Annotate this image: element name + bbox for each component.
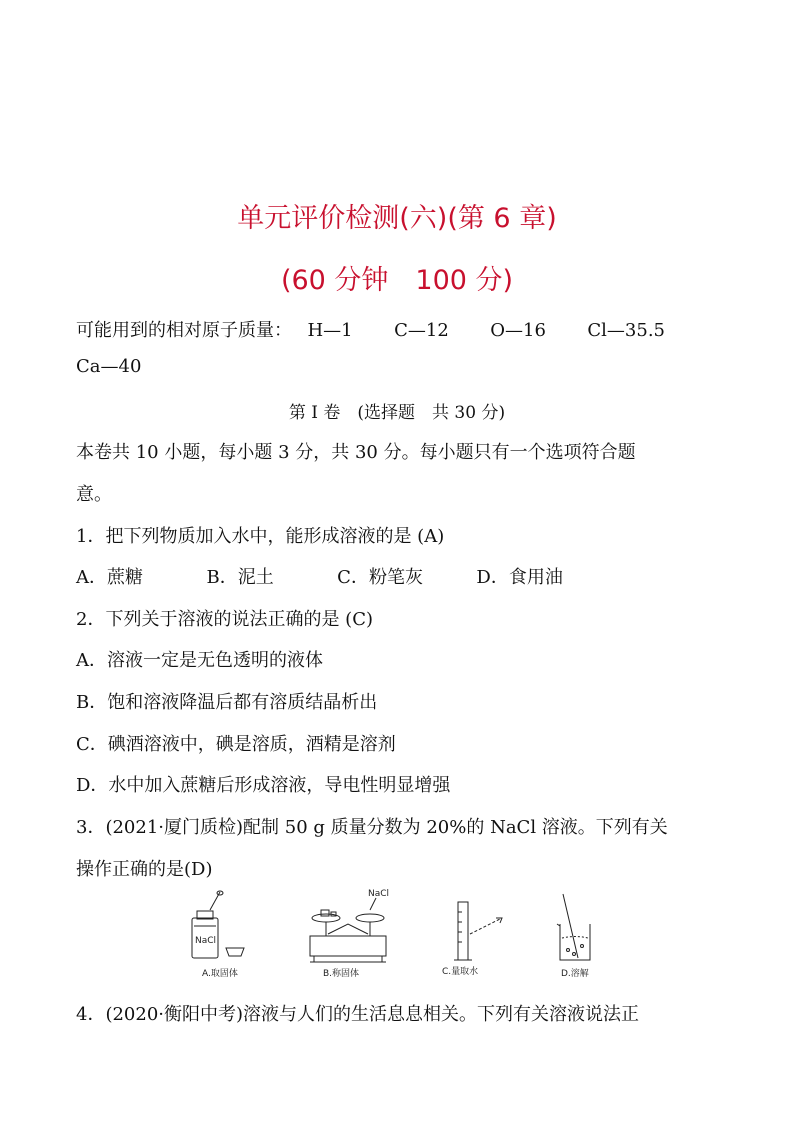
option-b: B．饱和溶液降温后都有溶质结晶析出: [76, 692, 378, 713]
option-d: D．水中加入蔗糖后形成溶液，导电性明显增强: [76, 775, 451, 796]
graduated-cylinder-icon: [454, 902, 502, 960]
reagent-bottle-icon: [192, 891, 244, 958]
question-2-stem: 2．下列关于溶液的说法正确的是 (C): [76, 609, 373, 630]
atomic-mass-label: 可能用到的相对原子质量：: [76, 320, 292, 341]
atomic-mass-item: Cl—35.5: [587, 320, 665, 341]
atomic-mass-line: [76, 316, 665, 342]
instructions-line: 本卷共 10 小题，每小题 3 分，共 30 分。每小题只有一个选项符合题: [76, 442, 636, 463]
beaker-icon: [557, 894, 590, 960]
atomic-mass-item: C—12: [394, 320, 449, 341]
section-header: 第 Ⅰ 卷 (选择题 共 30 分): [288, 403, 506, 423]
atomic-mass-item: O—16: [490, 320, 546, 341]
figure-label-d: D.溶解: [561, 969, 589, 979]
option-a: A．溶液一定是无色透明的液体: [76, 650, 323, 671]
figure-label-c: C.量取水: [442, 967, 479, 977]
question-1-stem: 1．把下列物质加入水中，能形成溶液的是 (A): [76, 526, 445, 547]
scale-label: NaCl: [368, 889, 390, 899]
lab-operations-figure: [180, 888, 620, 980]
question-1-options: [76, 563, 563, 589]
balance-scale-icon: [310, 889, 389, 962]
option-d: D．食用油: [476, 567, 563, 588]
atomic-mass-item: H—1: [307, 320, 353, 341]
question-3-stem: 操作正确的是(D): [76, 859, 213, 880]
figure-label-a: A.取固体: [202, 969, 238, 979]
option-b: B．泥土: [206, 567, 274, 588]
option-c: C．碘酒溶液中，碘是溶质，酒精是溶剂: [76, 734, 396, 755]
option-c: C．粉笔灰: [337, 567, 423, 588]
bottle-label: NaCl: [195, 936, 217, 946]
atomic-mass-item: Ca—40: [76, 356, 142, 377]
page-title: 单元评价检测(六)(第 6 章): [237, 203, 557, 234]
page-subtitle: (60 分钟 100 分): [280, 265, 514, 296]
figure-label-b: B.称固体: [323, 969, 360, 979]
question-4-stem: 4．(2020·衡阳中考)溶液与人们的生活息息相关。下列有关溶液说法正: [76, 1004, 640, 1025]
instructions-line: 意。: [76, 484, 112, 505]
question-3-stem: 3．(2021·厦门质检)配制 50 g 质量分数为 20%的 NaCl 溶液。下列有关: [76, 817, 668, 838]
option-a: A．蔗糖: [76, 567, 143, 588]
